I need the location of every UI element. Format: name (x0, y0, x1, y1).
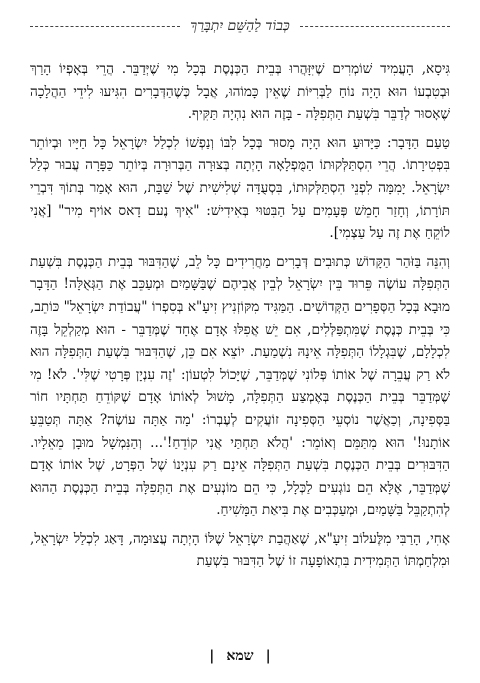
page-number: שמא (226, 648, 254, 664)
paragraph: וְהִנֵּה בַּזֹּהַר הַקָּדוֹשׁ כְּתוּבִים דְּבָרִים מַחֲרִידִים כָּל לֵב, שֶׁהַדִּבּוּר בְּבֵית הַכְּנֶסֶת בִּשְׁעַת הַתְּפִלָּה עוֹשֶׂה פֵּרוּד בֵּין יִשְׂרָאֵל לְבֵין אֲבִיהֶם שֶׁבַּשָּׁמַיִם וּמְעַכֵּב אֶת הַגְּאֻלָּה! הַדָּבָר מוּבָא בְּכָל הַסְּפָרִים הַקְּדוֹשִׁים. הַמַּגִּיד מִקּוֹזְנִיץ זִיעָ"א בְּסִפְרוֹ "עֲבוֹדַת יִשְׂרָאֵל" כּוֹתֵב, כִּי בְּבֵית כְּנֶסֶת שֶׁמִּתְפַּלְּלִים, אִם יֵשׁ אֲפִלּוּ אָדָם אֶחָד שֶׁמְּדַבֵּר - הוּא מְקַלְקֵל בָּזֶה לִכְלָלָם, שֶׁבִּגְלָלוֹ הַתְּפִלָּה אֵינָהּ נִשְׁמַעַת. יוֹצֵא אִם כֵּן, שֶׁהַדִּבּוּר בִּשְׁעַת הַתְּפִלָּה הוּא לֹא רַק עֲבֵרָה שֶׁל אוֹתוֹ פְּלוֹנִי שֶׁמְּדַבֵּר, שֶׁיָּכוֹל לִטְעוֹן: 'זֶה עִנְיָן פְּרָטִי שֶׁלִּי'. לֹא! מִי שֶׁמְּדַבֵּר בְּבֵית הַכְּנֶסֶת בְּאֶמְצַע הַתְּפִלָּה, מָשׁוּל לְאוֹתוֹ אָדָם שֶׁקּוֹדֵחַ תַּחְתָּיו חוֹר בַּסְּפִינָה, וְכַאֲשֶׁר נוֹסְעֵי הַסְּפִינָה זוֹעֲקִים לְעֶבְרוֹ: 'מָה אַתָּה עוֹשֶׂה? אַתָּה תְּטַבֵּעַ אוֹתָנוּ!' הוּא מִתַּמֵּם וְאוֹמֵר: 'הֲלֹא תַּחְתַּי אֲנִי קוֹדֵחַ!'... וְהַנִּמְשָׁל מוּבָן מֵאֵלָיו. הַדִּבּוּרִים בְּבֵית הַכְּנֶסֶת בִּשְׁעַת הַתְּפִלָּה אֵינָם רַק עִנְיָנוֹ שֶׁל הַפְּרָט, שֶׁל אוֹתוֹ אָדָם שֶׁמְּדַבֵּר, אֶלָּא הֵם נוֹגְעִים לַכְּלָל, כִּי הֵם מוֹנְעִים אֶת הַתְּפִלָּה בְּבֵית הַכְּנֶסֶת הַהוּא לְהִתְקַבֵּל בַּשָּׁמַיִם, וּמְעַכְּבִים אֶת בִּיאַת הַמָּשִׁיחַ. (30, 253, 450, 519)
running-header-title: כְּבוֹד לַהַשֵּׁם יִתְבָּרַךְ (190, 17, 290, 34)
header-rule-right (300, 26, 450, 27)
paragraph: אָחִי, הָרַבִּי מִלֶּעלוֹב זִיעָ"א, שֶׁאַהֲבַת יִשְׂרָאֵל שֶׁלּוֹ הָיְתָה עֲצוּמָה, דָּאַג לִכְלַל יִשְׂרָאֵל, וּמִלְחַמְתּוֹ הַתְּמִידִית בִּתְאוֹפָעָה זוֹ שֶׁל הַדִּבּוּר בִּשְׁעַת (30, 530, 450, 570)
running-header (30, 16, 450, 36)
footer-bar-left: | (209, 648, 215, 664)
header-rule-left (30, 26, 180, 27)
footer-bar-right: | (265, 648, 271, 664)
page-body-text (30, 58, 450, 633)
paragraph: טַעַם הַדָּבָר: כַּיָּדוּעַ הוּא הָיָה מָסוּר בְּכָל לִבּוֹ וְנַפְשׁוֹ לִכְלַל יִשְׂרָאֵל כָּל חַיָּיו וּבְיוֹתֵר בִּפְטִירָתוֹ. הֲרֵי הִסְתַּלְּקוּתוֹ הַמֻּפְלָאָה הָיְתָה בְּצוּרָה הַבְּרוּרָה בְּיוֹתֵר כַּפָּרָה עֲבוּר כְּלַל יִשְׂרָאֵל. יָמִמָּה לִפְנֵי הִסְתַּלְּקוּתוֹ, בִּסְעֻדָּה שְׁלִישִׁית שֶׁל שַׁבָּת, הוּא אָמַר בְּתוֹךְ דִּבְרֵי תּוֹרָתוֹ, וְחָזַר חָמֵשׁ פְּעָמִים עַל הַבִּטּוּי בְּאִידִישׁ: "אִיךְ נֶעם דָאס אוֹיף מִיר" [אֲנִי לוֹקֵחַ אֶת זֶה עַל עַצְמִי]. (30, 134, 450, 242)
paragraph: גִּיסָא, הָעֲמִיד שׁוֹמְרִים שֶׁיִּזָּהֲרוּ בְּבֵית הַכְּנֶסֶת בְּכָל מִי שֶׁיְּדַבֵּר. הֲרֵי בְּאָפְיוֹ הָרַךְ וּבְטִבְעוֹ הוּא הָיָה נוֹחַ לַבְּרִיּוֹת שֶׁאֵין כָּמוֹהוּ, אֲבָל כְּשֶׁהַדְּבָרִים הִגִּיעוּ לִידֵי הַהֲלָכָה שֶׁאָסוּר לְדַבֵּר בִּשְׁעַת הַתְּפִלָּה - בָּזֶה הוּא נִהְיָה תַּקִּיף. (30, 61, 450, 123)
page-number-footer (0, 648, 480, 665)
